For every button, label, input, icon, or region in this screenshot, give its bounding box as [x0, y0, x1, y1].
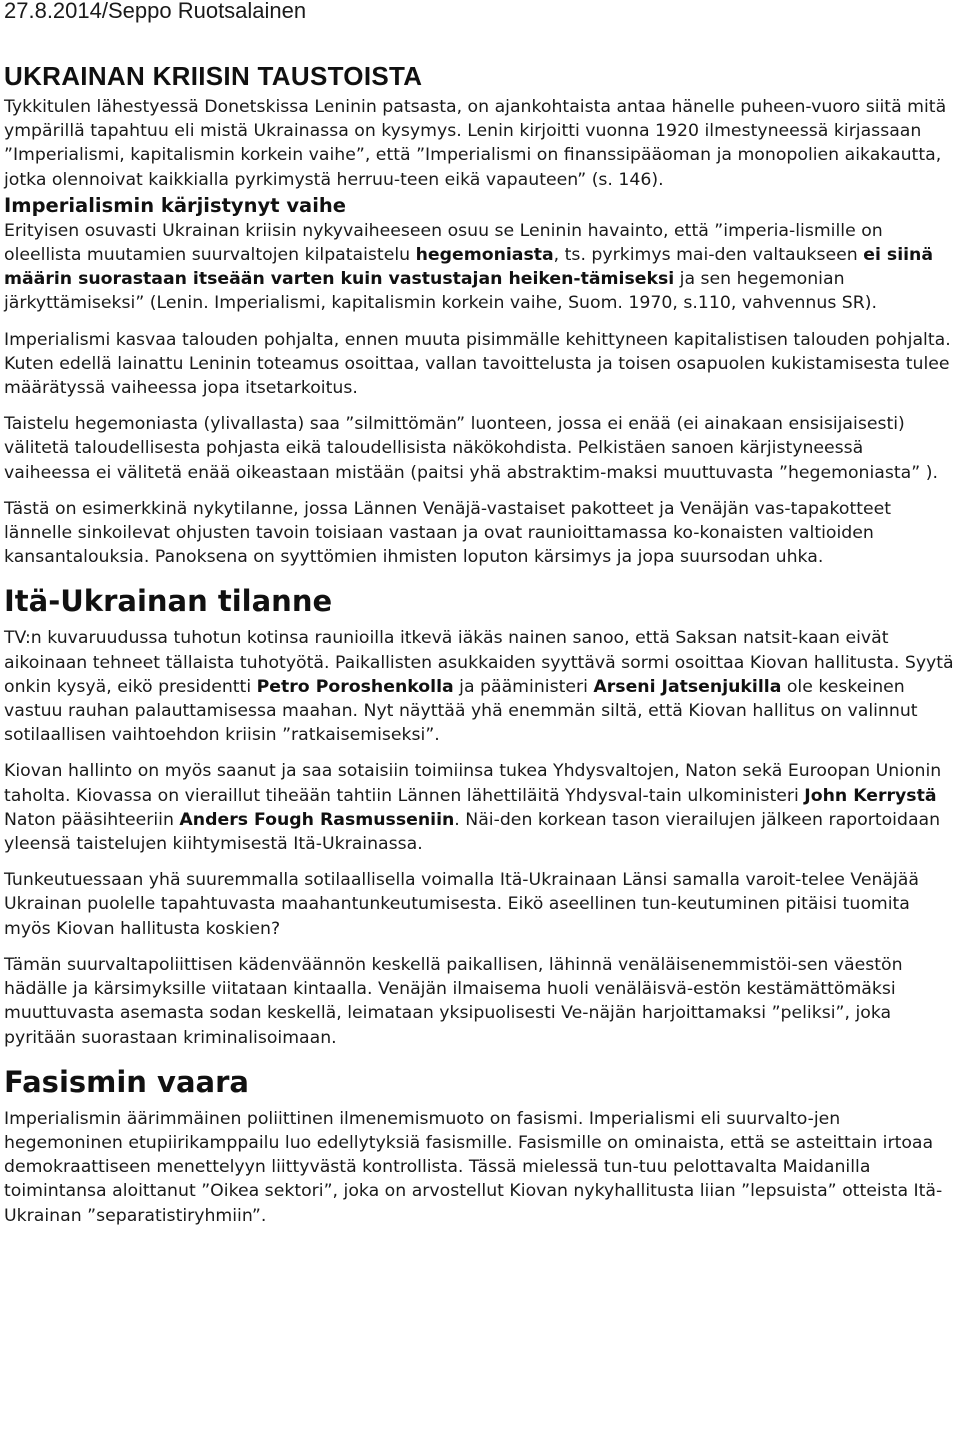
section — [4, 583, 954, 1049]
document-title: UKRAINAN KRIISIN TAUSTOISTA — [4, 61, 423, 91]
bold-text: John Kerrystä — [804, 785, 937, 806]
section — [4, 1064, 954, 1228]
paragraph — [4, 759, 954, 856]
bold-text: Petro Poroshenkolla — [256, 676, 454, 697]
bold-text: hegemoniasta — [415, 245, 554, 266]
text-run: , ts. pyrkimys mai-den valtaukseen — [553, 245, 864, 266]
text-run: Naton pääsihteeriin — [4, 809, 180, 830]
paragraph — [4, 412, 954, 485]
paragraph — [4, 953, 954, 1050]
text-run: . Näi-den korkean tason vierailujen jälkeen raportoidaan yleensä taistelujen kiihtymisestä Itä-Ukrainassa. — [4, 809, 941, 855]
document-body — [4, 95, 954, 1228]
paragraph — [4, 1107, 954, 1228]
paragraph — [4, 219, 954, 316]
text-run: Tästä on esimerkkinä nykytilanne, jossa Lännen Venäjä-vastaiset pakotteet ja Venäjän vas-tapakotteet lännelle sinkoilevat ohjusten tavoin toisiaan vastaan ja ovat raunioittamassa ko-konaisten valtioiden kansantalouksia. Panoksena on syyttömien ihmisten loputon kärsimys ja jopa suursodan uhka. — [4, 498, 892, 568]
section — [4, 192, 954, 570]
text-run: Imperialismin äärimmäinen poliittinen ilmenemismuoto on fasismi. Imperialismi eli suurvalto-jen hegemoninen etupiirikamppailu luo edellytyksiä fasismille. Fasismille on ominaista, että se asteittain irtoaa demokraattiseen menettelyyn liittyvästä kontrollista. Tässä mielessä tun-tuu pelottavalta Maidanilla toimintansa aloittanut ”Oikea sektori”, joka on arvostellut Kiovan nykyhallitusta liian ”lepsuista” otteista Itä-Ukrainan ”separatistiryhmiin”. — [4, 1108, 943, 1226]
text-run: ole keskeinen vastuu rauhan palauttamisessa maahan. Nyt näyttää yhä enemmän siltä, että Kiovan hallitus on valinnut sotilaallisen vaihtoehdon kriisin ”ratkaisemiseksi”. — [4, 676, 918, 746]
date-author-header: 27.8.2014/Seppo Ruotsalainen — [4, 0, 307, 23]
section — [4, 95, 954, 192]
section-heading: Imperialismin kärjistynyt vaihe — [4, 193, 346, 217]
text-run: Taistelu hegemoniasta (ylivallasta) saa ”silmittömän” luonteen, jossa ei enää (ei ainakaan ensisijaisesti) välitetä taloudellisesta pohjasta eikä taloudellisista näkökohdista. Pelkistäen sanoen kärjistyneessä vaiheessa ei välitetä enää oikeastaan mistään (paitsi yhä abstraktim-maksi muuttuvasta ”hegemoniasta” ). — [4, 414, 938, 483]
text-run: Tämän suurvaltapoliittisen kädenväännön keskellä paikallisen, lähinnä venäläisenemmistöi-sen väestön hädälle ja kärsimyksille viitataan kintaalla. Venäjän ilmaisema huoli venäläisvä-estön kestämättömäksi muuttuvasta asemasta sodan keskellä, leimataan yksipuolisesti Ve-näjän harjoittamaksi ”peliksi”, joka pyritään suorastaan kriminalisoimaan. — [4, 954, 903, 1048]
paragraph — [4, 868, 954, 941]
bold-text: Arseni Jatsenjukilla — [593, 676, 782, 697]
bold-text: ei siinä määrin suorastaan itseään varten kuin vastustajan heiken-tämiseksi — [4, 245, 934, 290]
text-run: Kiovan hallinto on myös saanut ja saa sotaisiin toimiinsa tukea Yhdysvaltojen, Naton sekä Euroopan Unionin taholta. Kiovassa on vieraillut tiheään tahtiin Lännen lähettiläitä Yhdysval-tain ulkoministeri — [4, 761, 942, 806]
text-run: TV:n kuvaruudussa tuhotun kotinsa raunioilla itkevä iäkäs nainen sanoo, että Saksan natsit-kaan eivät aikoinaan tehneet tällaista tuhotyötä. Paikallisten asukkaiden syyttävä sormi osoittaa Kiovan hallitusta. Syytä onkin kysyä, eikö presidentti — [4, 628, 954, 697]
paragraph — [4, 95, 954, 192]
text-run: Tykkitulen lähestyessä Donetskissa Leninin patsasta, on ajankohtaista antaa hänelle puheen-vuoro siitä mitä ympärillä tapahtuu eli mistä Ukrainassa on kysymys. Lenin kirjoitti vuonna 1920 ilmestyneessä kirjassaan ”Imperialismi, kapitalismin korkein vaihe”, että ”Imperialismi on finanssipääoman ja monopolien aikakautta, jotka olennoivat kaikkialla pyrkimystä herruu-teen eikä vapauteen” (s. 146). — [4, 97, 947, 190]
text-run: Erityisen osuvasti Ukrainan kriisin nykyvaiheeseen osuu se Leninin havainto, että ”imperia-lismille on oleellista muutamien suurvaltojen kilpataistelu — [4, 220, 883, 266]
bold-text: Anders Fough Rasmusseniin — [179, 809, 455, 830]
section-heading: Itä-Ukrainan tilanne — [4, 584, 333, 619]
text-run: Tunkeutuessaan yhä suuremmalla sotilaallisella voimalla Itä-Ukrainaan Länsi samalla varoit-telee Venäjää Ukrainan puolelle tapahtuvasta maahantunkeutumisesta. Eikö aseellinen tun-keutuminen pitäisi tuomita myös Kiovan hallitusta koskien? — [4, 870, 919, 939]
section-heading: Fasismin vaara — [4, 1064, 249, 1099]
paragraph — [4, 626, 954, 747]
text-run: Imperialismi kasvaa talouden pohjalta, ennen muuta pisimmälle kehittyneen kapitalistisen talouden pohjalta. Kuten edellä lainattu Leninin toteamus osoittaa, vallan tavoittelusta ja toisen osapuolen kukistamisesta tulee määrätyssä vaiheessa jopa itsetarkoitus. — [4, 329, 951, 399]
paragraph — [4, 328, 954, 401]
text-run: ja pääministeri — [453, 676, 594, 697]
paragraph — [4, 497, 954, 570]
text-run: ja sen hegemonian järkyttämiseksi” (Lenin. Imperialismi, kapitalismin korkein vaihe, Suom. 1970, s.110, vahvennus SR). — [4, 269, 878, 314]
